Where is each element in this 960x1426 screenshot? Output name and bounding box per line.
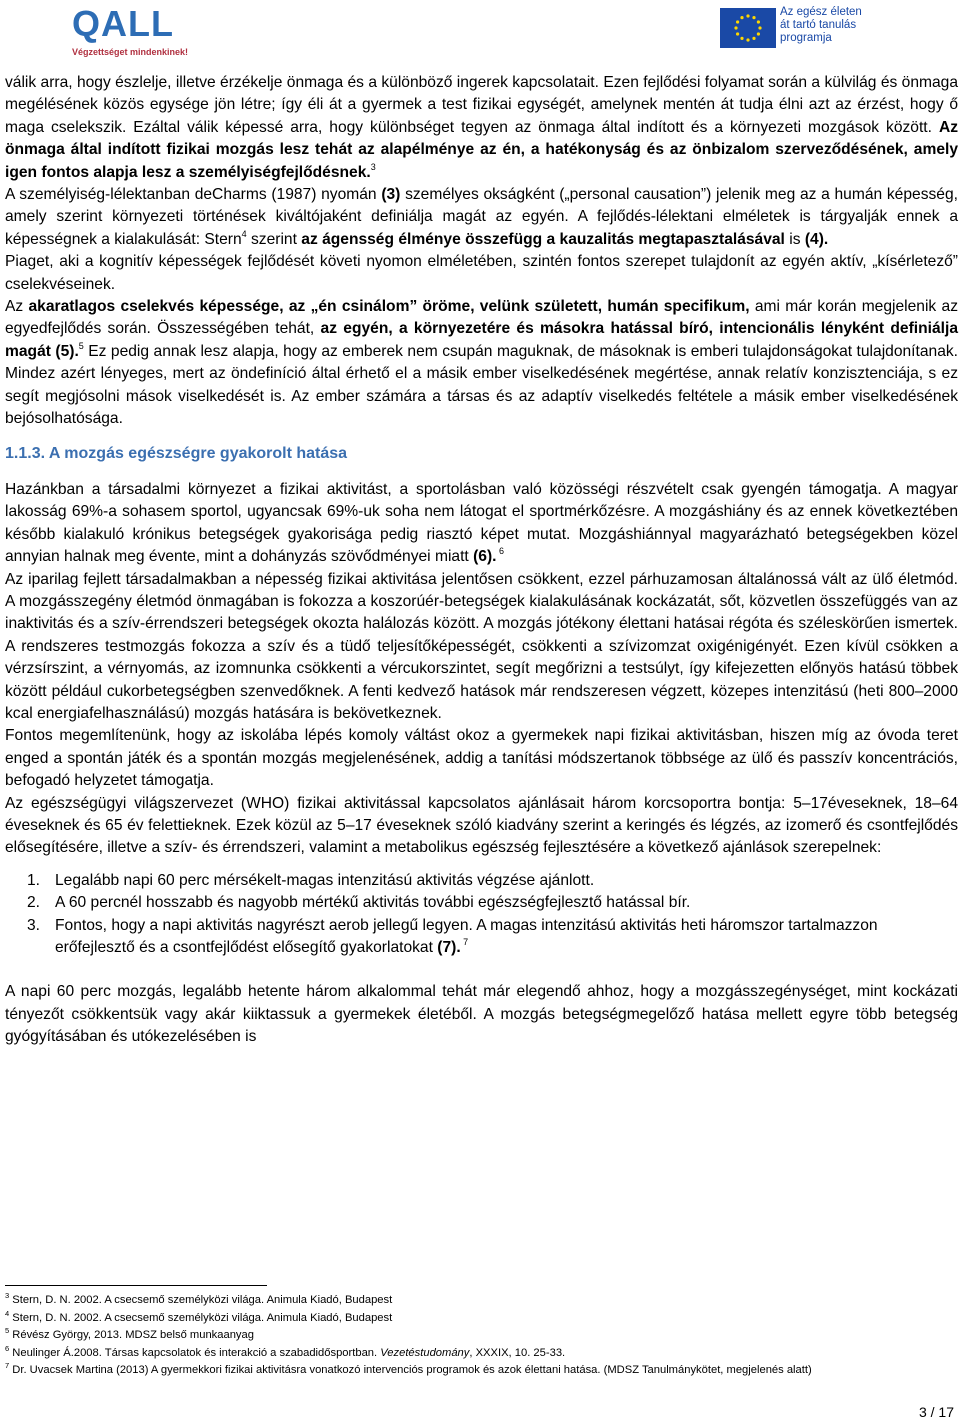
footnote-number: 7 (5, 1361, 10, 1370)
footnote (5, 1327, 955, 1345)
text-run: ami már korán megjelenik az egyedfejlődés során. Összességében tehát, (5, 298, 958, 338)
bold-text: (7). (437, 939, 461, 957)
text-run: Legalább napi 60 perc mérsékelt-magas intenzitású aktivitás végzése ajánlott. (55, 871, 595, 889)
text-run: Az iparilag fejlett társadalmakban a népesség fizikai aktivitása jelentősen csökkent, ezzel párhuzamosan általánossá vált az ülő életmód. A mozgásszegény életmód önmagában is fokozza a koszorúér-betegségek kialakulásának kockázatát, sőt, közvetlen összefüggés van az inaktivitás és a szív-érrendszeri betegségek okozta halálozás között. A mozgás jótékony élettani hatásai régóta és széleskörűen ismertek. A rendszeres testmozgás fokozza a szív és a tüdő teljesítőképességét, csökkenti a szívizomzat oxigénigényét. Ezen kívül csökken a vérzsírszint, a vérnyomás, az izomnunka csökkenti a vércukorszintet, segít megőrizni a testsúlyt, így kifejezetten előnyös hatású többek között például cukorbetegségben szenvedőknek. A fenti kedvező hatások már rendszeresen végzett, közepes intenzitású (heti 800–2000 kcal energiafelhasználású) mozgás hatására is bekövetkeznek. (5, 570, 958, 722)
qall-logo (72, 4, 194, 64)
footnote-text: Stern, D. N. 2002. A csecsemő személyközi világa. Animula Kiadó, Budapest (12, 1294, 393, 1306)
footnote (5, 1362, 955, 1380)
footnote-text: Dr. Uvacsek Martina (2013) A gyermekkori fizikai aktivitásra vonatkozó intervenciós programok és azok élettani hatása. (MDSZ Tanulmánykötet, megjelenés alatt) (12, 1364, 812, 1376)
footnote-number: 4 (5, 1308, 10, 1318)
paragraph (5, 793, 958, 860)
footnote-number: 6 (5, 1343, 10, 1353)
text-run: Fontos, hogy a napi aktivitás nagyrészt aerob jellegű legyen. A magas intenzitású aktivitás heti háromszor tartalmazzon erőfejlesztő és a csontfejlődést elősegítő gyakorlatokat (55, 916, 878, 957)
text-run: A napi 60 perc mozgás, legalább hetente három alkalommal tehát már elegendő ahhoz, hogy a mozgásszegénységet, mint kockázati tényezőt csökkentsük vagy akár kiiktassuk a gyermekek életéből. A mozgás betegségmegelőző hatása mellett egyre több betegség gyógyításában és utókezelésében is (5, 983, 958, 1046)
bold-text: az egyén, a környezetére és másokra hatással bíró, intencionális lényként definiálja magát (5). (5, 320, 958, 360)
eu-program-line: Az egész életen (780, 6, 862, 18)
list-item-number: 1. (27, 871, 41, 889)
footnote-journal: Vezetéstudomány (380, 1346, 470, 1359)
footnote-text-tail: , XXXIX, 10. 25-33. (469, 1346, 566, 1359)
footnotes (5, 1292, 955, 1380)
text-run: Ez pedig annak lesz alapja, hogy az emberek nem csupán maguknak, de másoknak is emberi tulajdonságokat tulajdonítanak. Mindez azért lényeges, mert az öndefiníció által érhető el a másik ember viselkedésének megértése, annak relatív konzisztenciája, s ez segít megjósolni mások viselkedését is. Az ember számára a társas és az adaptív viselkedés feltétele a másik ember viselkedésének bejósolhatósága. (5, 342, 958, 428)
superscript-ref: 4 (241, 228, 247, 239)
section-heading: 1.1.3. A mozgás egészségre gyakorolt hatása (5, 444, 348, 462)
bold-text: (3) (381, 186, 401, 204)
superscript-ref: 3 (370, 161, 376, 172)
eu-program-line: át tartó tanulás (780, 19, 857, 31)
list-item (5, 892, 958, 914)
text-run: Az egészségügyi világszervezet (WHO) fizikai aktivitással kapcsolatos ajánlásait három korcsoportra bontja: 5–17éveseknek, 18–64 éveseknek és 65 év felettieknek. Ezek közül az 5–17 éveseknek szóló kiadvány szerint a keringés és légzés, az izomerő és csontfejlődés elősegítésére, illetve a szív- és érrendszeri, valamint a metabolikus egészség fejlesztésére a következő ajánlások szerepelnek: (5, 794, 958, 857)
text-run: Hazánkban a társadalmi környezet a fizikai aktivitást, a sportolásban való közösségi részvételt csak gyengén támogatja. A magyar lakosság 69%-a sohasem sportol, ugyancsak 69%-uk soha nem látogat el sportmérkőzésre. A mozgáshiány és az ennek következtében később kialakuló krónikus betegségek gyakorisága pedig riasztó képet mutat. Mozgáshiánnyal magyarázható betegségekben közel annyian halnak meg évente, mint a dohányzás szövődményei miatt (5, 480, 958, 566)
footnote (5, 1310, 955, 1328)
bold-text: (4). (804, 230, 829, 248)
paragraph (5, 72, 958, 184)
footnote-text: Neulinger Á.2008. Társas kapcsolatok és interakció a szabadidősportban. (12, 1346, 381, 1359)
paragraph (5, 981, 958, 1048)
eu-program-line: programja (780, 32, 832, 44)
footnote-number: 5 (5, 1326, 10, 1335)
paragraph (5, 479, 958, 569)
paragraph (5, 251, 958, 296)
list-item-number: 2. (27, 894, 41, 912)
list-item (5, 915, 958, 960)
eu-program-text (780, 6, 862, 45)
footnote (5, 1292, 955, 1310)
bold-text: az ágensség élménye összefügg a kauzalitás megtapasztalásával (301, 230, 785, 248)
list-item-number: 3. (27, 916, 41, 934)
paragraph (5, 184, 958, 251)
eu-flag-icon (720, 8, 776, 48)
footnote-divider (5, 1285, 267, 1286)
paragraph (5, 569, 958, 726)
document-body (5, 72, 958, 1049)
qall-logo-tagline: Végzettséget mindenkinek! (72, 47, 189, 57)
superscript-ref: 5 (78, 340, 84, 351)
text-run: személyes okságként („personal causation”) jelenik meg az a humán képesség, amely szerint környezeti történések kiváltójaként definiálja magát az egyén. A fejlődés-lélektani elméletek is tárgyalják ennek a képességnek a kialakulását: Stern (5, 186, 958, 248)
text-run: Piaget, aki a kognitív képességek fejlődését követi nyomon elméletében, szintén fontos szerepet tulajdonít az egyén aktív, „kísérletező” cselekvéseinek. (5, 253, 958, 293)
text-run: válik arra, hogy észlelje, illetve érzékelje önmaga és a különböző ingerek kapcsolatait. Ezen fejlődési folyamat során a külvilág és önmaga megélésének közös egysége jön létre; így éli át a gyermek a test fizikai egységét, amelynek mentén át tudja élni azt az érzést, hogy ő maga cselekszik. Ezáltal válik képessé arra, hogy különbséget tegyen az önmaga által indított és a környezeti mozgások között. (5, 74, 958, 136)
footnote-number: 3 (5, 1291, 10, 1300)
paragraph (5, 725, 958, 792)
page-number: 3 / 17 (918, 1404, 954, 1420)
bold-text: Az önmaga által indított fizikai mozgás lesz tehát az alapélménye az én, a hatékonyság és az önbizalom szerveződésének, amely igen fontos alapja lesz a személyiségfejlődésnek. (5, 118, 958, 181)
eu-program-logo (720, 6, 880, 50)
list-item-text (55, 894, 690, 911)
list-item-text (55, 917, 878, 956)
bold-text: (6). (473, 548, 497, 566)
text-run: is (784, 230, 805, 248)
text-run: A személyiség-lélektanban deCharms (1987) nyomán (5, 186, 382, 204)
text-run: Az (5, 298, 29, 316)
page-header (0, 0, 960, 66)
text-run: A 60 percnél hosszabb és nagyobb mértékű aktivitás további egészségfejlesztő hatással bír. (55, 894, 691, 912)
text-run: Fontos megemlítenünk, hogy az iskolába lépés komoly váltást okoz a gyermekek napi fizikai aktivitásban, hiszen míg az óvoda teret enged a spontán játék és a spontán mozgás megjelenésének, addig a tanítási módszertanok többsége az ülő és passzív koncentrációs, befogadó helyzetet támogatja. (5, 727, 958, 790)
superscript-ref: 7 (460, 937, 469, 948)
footnote (5, 1345, 955, 1363)
paragraph (5, 296, 958, 430)
list-item (5, 870, 958, 892)
superscript-ref: 6 (496, 546, 504, 557)
list-item-text (55, 872, 594, 889)
text-run: szerint (246, 230, 302, 248)
recommendation-list (5, 870, 958, 960)
footnote-text: Stern, D. N. 2002. A csecsemő személyközi világa. Animula Kiadó, Budapest (12, 1311, 393, 1324)
footnote-text: Révész György, 2013. MDSZ belső munkaanyag (12, 1329, 254, 1341)
qall-logo-word: QALL (72, 3, 174, 44)
bold-text: akaratlagos cselekvés képessége, az „én csinálom” öröme, velünk született, humán specifikum, (28, 298, 750, 316)
